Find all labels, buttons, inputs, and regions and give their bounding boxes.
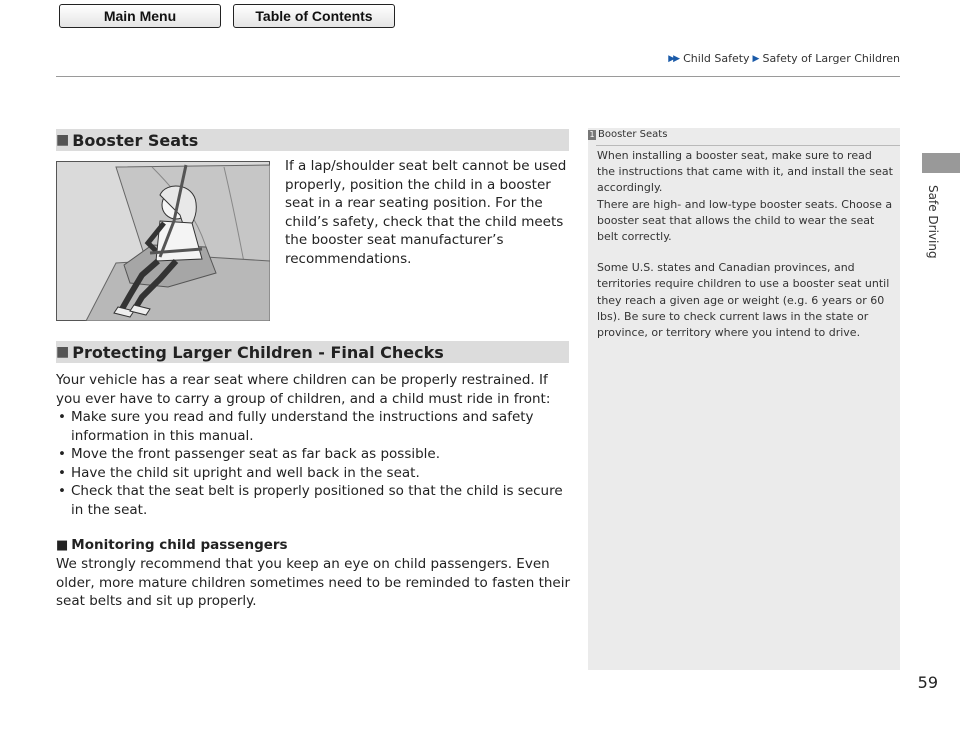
section-square-icon: ■	[56, 538, 69, 553]
final-checks-heading-text: Protecting Larger Children - Final Checks	[72, 342, 444, 362]
main-menu-button[interactable]: Main Menu	[59, 4, 221, 28]
list-item: • Make sure you read and fully understand the instructions and safety information in this manual.	[58, 409, 534, 444]
note-paragraph: There are high- and low-type booster seats. Choose a booster seat that allows the child to wear the seat belt correctly.	[597, 197, 893, 244]
breadcrumb	[668, 52, 900, 65]
booster-seats-heading-text: Booster Seats	[72, 130, 199, 150]
note-title-text: Booster Seats	[598, 129, 668, 140]
note-divider	[596, 145, 900, 146]
list-item: • Have the child sit upright and well back in the seat.	[58, 464, 420, 481]
child-booster-seat-illustration	[56, 161, 270, 321]
breadcrumb-larger-children[interactable]: Safety of Larger Children	[762, 52, 900, 65]
booster-seats-paragraph: If a lap/shoulder seat belt cannot be used properly, position the child in a booster seat in a rear seating position. For the child’s safety, check that the child meets the booster seat manufacturer’s recommendations.	[285, 158, 567, 267]
note-body	[597, 148, 893, 341]
bullet-icon: •	[58, 409, 66, 425]
table-of-contents-button[interactable]: Table of Contents	[233, 4, 395, 28]
final-checks-intro: Your vehicle has a rear seat where children can be properly restrained. If you ever have to carry a group of children, and a child must ride in front:	[56, 372, 551, 407]
monitoring-paragraph: We strongly recommend that you keep an eye on child passengers. Even older, more mature children sometimes need to be reminded to fasten their seat belts and sit up properly.	[56, 556, 571, 609]
note-title[interactable]	[588, 129, 667, 140]
breadcrumb-child-safety[interactable]: Child Safety	[683, 52, 750, 65]
breadcrumb-arrow-icon: ▶	[752, 53, 758, 64]
page-number: 59	[917, 673, 938, 692]
note-paragraph: When installing a booster seat, make sure to read the instructions that came with it, and install the seat accordingly.	[597, 149, 893, 195]
section-side-label: Safe Driving	[926, 185, 940, 259]
breadcrumb-arrow-icon: ▶▶	[668, 53, 679, 64]
bullet-icon: •	[58, 464, 66, 481]
side-note-panel	[588, 128, 900, 670]
monitoring-heading: ■ Monitoring child passengers	[56, 537, 288, 553]
note-reference-icon: 1	[589, 129, 595, 139]
bullet-icon: •	[58, 483, 66, 499]
final-checks-heading	[56, 341, 569, 363]
section-tab	[922, 153, 960, 173]
booster-seats-heading	[56, 129, 569, 151]
list-item: • Move the front passenger seat as far back as possible.	[58, 446, 441, 462]
list-item: • Check that the seat belt is properly positioned so that the child is secure in the seat.	[58, 483, 563, 518]
section-square-icon: ■	[56, 344, 70, 360]
final-checks-list	[56, 408, 571, 519]
note-paragraph: Some U.S. states and Canadian provinces, and territories require children to use a booster seat until they reach a given age or weight (e.g. 6 years or 60 lbs). Be sure to check current laws in the state or province, or territory where you intend to drive.	[597, 261, 890, 340]
bullet-icon: •	[58, 446, 66, 462]
section-square-icon: ■	[56, 132, 70, 148]
header-divider	[56, 76, 900, 77]
